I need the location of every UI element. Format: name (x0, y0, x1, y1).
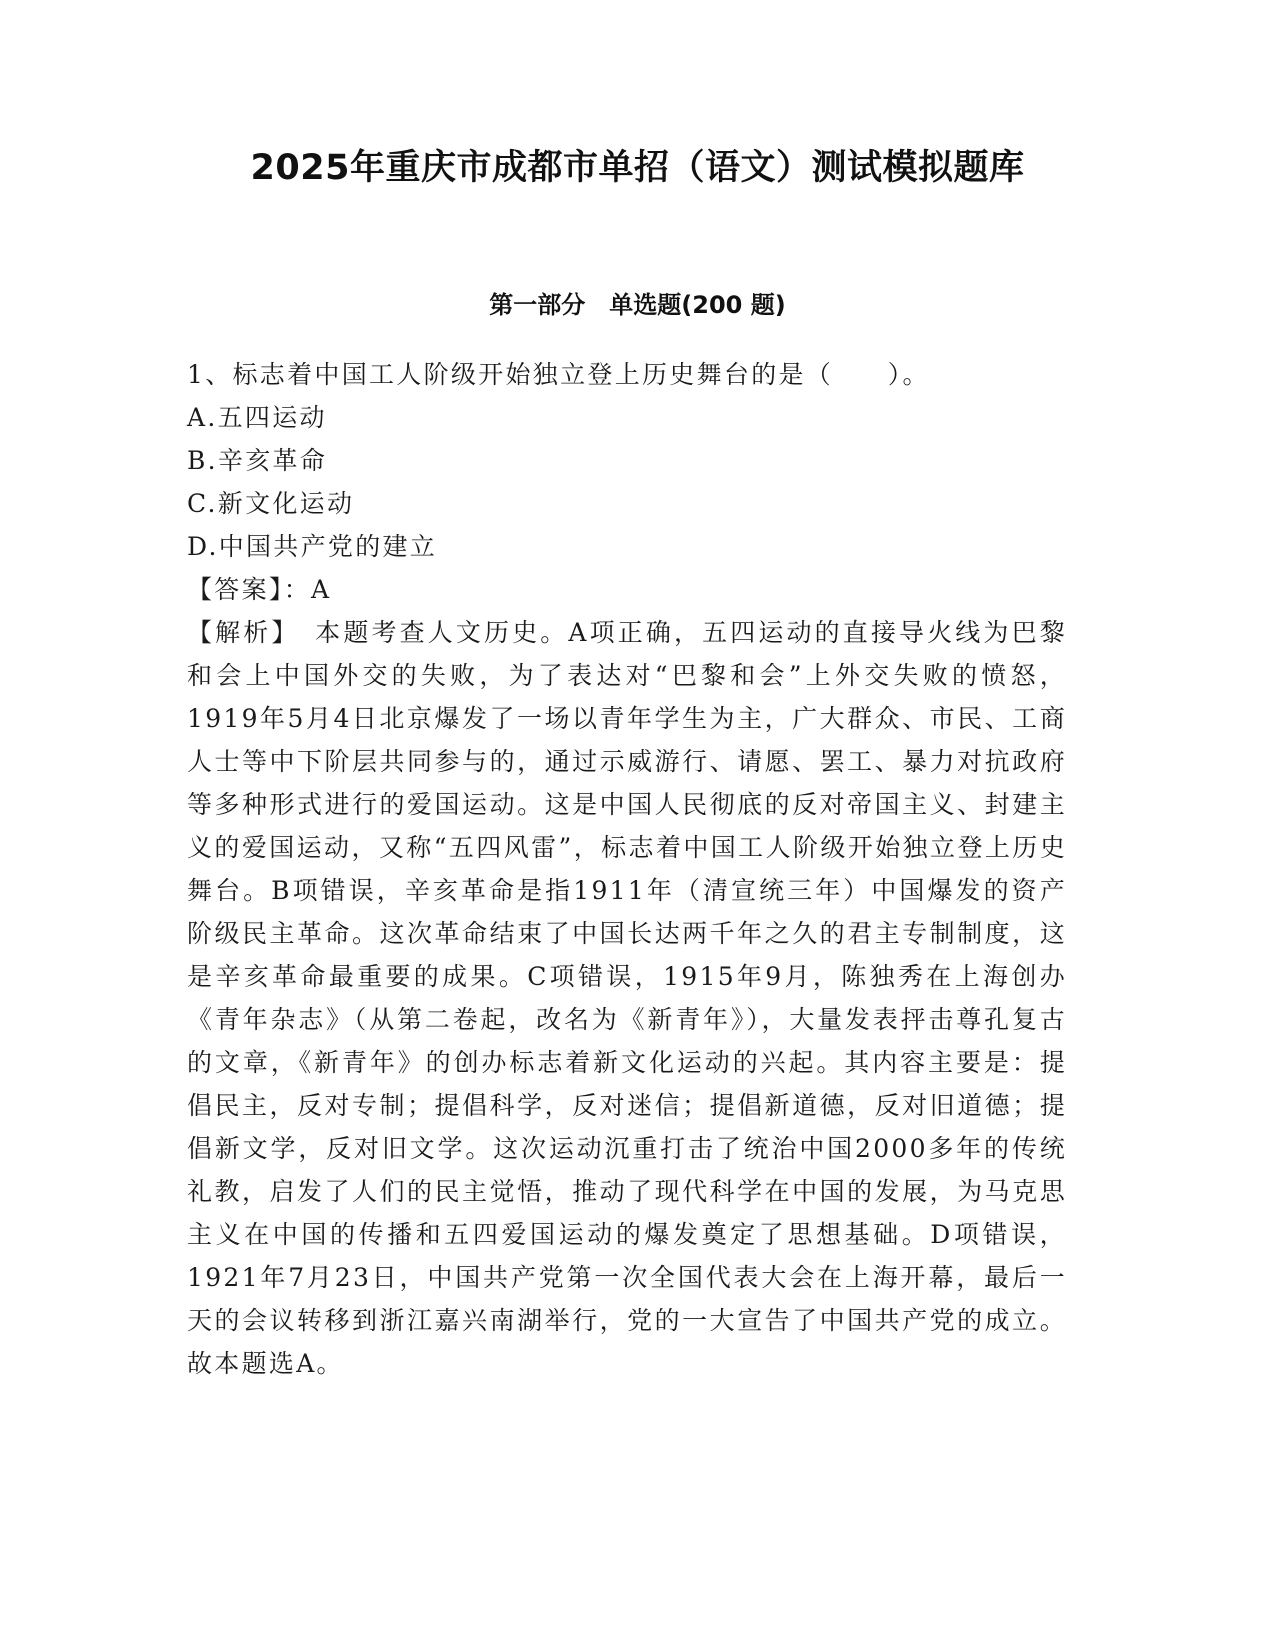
section-heading: 第一部分 单选题(200 题) (489, 291, 786, 319)
option-c: C.新文化运动 (187, 489, 355, 518)
option-a: A.五四运动 (187, 403, 327, 432)
question-block (187, 353, 1067, 1385)
answer-label: 【答案】： (187, 575, 312, 604)
question-stem: 1、标志着中国工人阶级开始独立登上历史舞台的是（ ）。 (187, 360, 930, 389)
explanation-paragraph (187, 611, 1067, 1385)
answer-line (187, 568, 1067, 611)
explanation-text: 本题考查人文历史。A项正确，五四运动的直接导火线为巴黎和会上中国外交的失败，为了表达对“巴黎和会”上外交失败的愤怒，1919年5月4日北京爆发了一场以青年学生为主，广大群众、市民、工商人士等中下阶层共同参与的，通过示威游行、请愿、罢工、暴力对抗政府等多种形式进行的爱国运动。这是中国人民彻底的反对帝国主义、封建主义的爱国运动，又称“五四风雷”，标志着中国工人阶级开始独立登上历史舞台。B项错误，辛亥革命是指1911年（清宣统三年）中国爆发的资产阶级民主革命。这次革命结束了中国长达两千年之久的君主专制制度，这是辛亥革命最重要的成果。C项错误，1915年9月，陈独秀在上海创办《青年杂志》（从第二卷起，改名为《新青年》），大量发表抨击尊孔复古的文章，《新青年》的创办标志着新文化运动的兴起。其内容主要是：提倡民主，反对专制；提倡科学，反对迷信；提倡新道德，反对旧道德；提倡新文学，反对旧文学。这次运动沉重打击了统治中国2000多年的传统礼教，启发了人们的民主觉悟，推动了现代科学在中国的发展，为马克思主义在中国的传播和五四爱国运动的爆发奠定了思想基础。D项错误，1921年7月23日，中国共产党第一次全国代表大会在上海开幕，最后一天的会议转移到浙江嘉兴南湖举行，党的一大宣告了中国共产党的成立。故本题选A。 (187, 618, 1067, 1378)
page-title: 2025年重庆市成都市单招（语文）测试模拟题库 (250, 148, 1025, 188)
explanation-label: 【解析】 (187, 618, 288, 647)
option-b: B.辛亥革命 (187, 446, 328, 475)
answer-value: A (311, 575, 332, 604)
option-d: D.中国共产党的建立 (187, 532, 438, 561)
